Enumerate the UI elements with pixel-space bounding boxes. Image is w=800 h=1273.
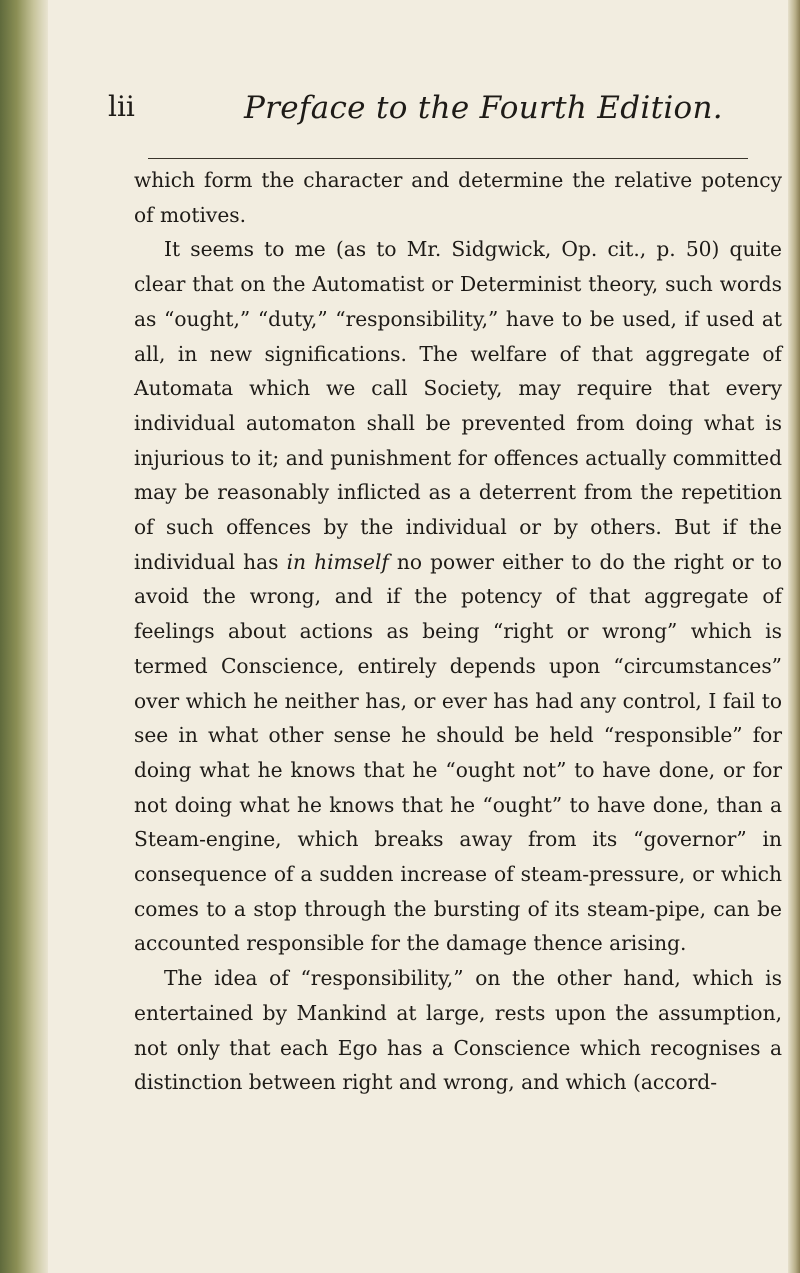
header-rule [148, 158, 748, 159]
paragraph-3: The idea of “responsibility,” on the other hand, which is entertained by Mankind at large, rests upon the assumption, not only that each Ego has a Conscience which recognises a distinction between right and wrong, and which (accord- [134, 966, 782, 1095]
running-head: Preface to the Fourth Edition. [244, 90, 723, 126]
paragraph-1: which form the character and determine the relative potency of motives. [134, 168, 782, 227]
book-gutter-shadow [0, 0, 48, 1273]
page-number: lii [108, 90, 135, 123]
paragraph-2-emphasis: in himself [286, 549, 389, 574]
page-header [108, 90, 770, 150]
paragraph-2-part-2: no power either to do the right or to avoid the wrong, and if the potency of that aggregate of feelings about actions as being “right or wrong” which is termed Conscience, entirely depends upon “circumstances” over which he neither has, or ever has had any control, I fail to see in what other sense he should be held “responsible” for doing what he knows that he “ought not” to have done, or for not doing what he knows that he “ought” to have done, than a Steam-engine, which breaks away from its “governor” in consequence of a sudden increase of steam-pressure, or which comes to a stop through the bursting of its steam-pipe, can be accounted responsible for the damage thence arising. [134, 549, 782, 956]
page-edge-shadow [788, 0, 800, 1273]
paragraph-2-part-1: It seems to me (as to Mr. Sidgwick, Op. cit., p. 50) quite clear that on the Automatist or Determinist theory, such words as “ought,” “duty,” “responsibility,” have to be used, if used at all, in new significations. The welfare of that aggregate of Automata which we call Society, may require that every individual automaton shall be prevented from doing what is injurious to it; and punishment for offences actually committed may be reasonably inflicted as a deterrent from the repetition of such offences by the individual or by others. But if the individual has [134, 237, 782, 574]
paragraph-2 [134, 232, 782, 961]
body-text [134, 163, 782, 1100]
book-page [60, 0, 780, 1273]
